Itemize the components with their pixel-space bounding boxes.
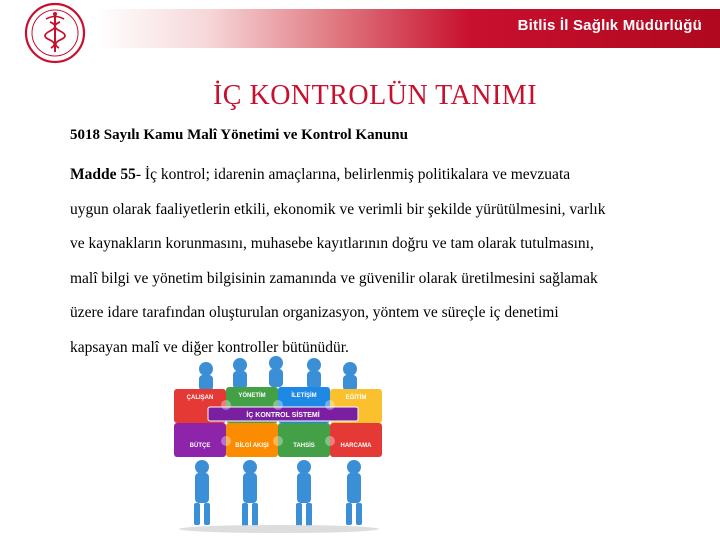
page-title: İÇ KONTROLÜN TANIMI bbox=[212, 80, 538, 111]
article-line-4: malî bilgi ve yönetim bilgisinin zamanında ve güvenilir olarak üretilmesini sağlamak bbox=[70, 269, 598, 287]
svg-text:İLETİŞİM: İLETİŞİM bbox=[291, 393, 317, 399]
svg-text:YÖNETİM: YÖNETİM bbox=[238, 393, 266, 399]
header-title: Bitlis İl Sağlık Müdürlüğü bbox=[517, 17, 702, 34]
article-line-3: ve kaynakların korunmasını, muhasebe kayıtlarının doğru ve tam olarak tutulmasını, bbox=[70, 235, 594, 252]
article-text bbox=[70, 158, 692, 365]
internal-control-puzzle-illustration bbox=[168, 355, 390, 533]
article-label: Madde 55 bbox=[70, 166, 136, 183]
svg-text:BİLGİ AKIŞI: BİLGİ AKIŞI bbox=[235, 443, 269, 449]
svg-text:EĞİTİM: EĞİTİM bbox=[345, 395, 367, 401]
svg-text:İÇ KONTROL SİSTEMİ: İÇ KONTROL SİSTEMİ bbox=[246, 412, 320, 419]
svg-text:HARCAMA: HARCAMA bbox=[340, 443, 372, 449]
ministry-of-health-caduceus-icon bbox=[24, 2, 86, 64]
article-line-2: uygun olarak faaliyetlerin etkili, ekonomik ve verimli bir şekilde yürütülmesini, varlık bbox=[70, 200, 606, 218]
svg-text:ÇALIŞAN: ÇALIŞAN bbox=[186, 395, 214, 401]
svg-text:TAHSİS: TAHSİS bbox=[293, 443, 315, 449]
law-title: 5018 Sayılı Kamu Malî Yönetimi ve Kontrol Kanunu bbox=[70, 127, 408, 143]
article-line-1: Madde 55- İç kontrol; idarenin amaçlarına, belirlenmiş politikalara ve mevzuata bbox=[70, 166, 571, 183]
article-line-6: kapsayan malî ve diğer kontroller bütünüdür. bbox=[70, 338, 349, 356]
svg-text:BÜTÇE: BÜTÇE bbox=[189, 443, 211, 449]
article-line-5: üzere idare tarafından oluşturulan organizasyon, yöntem ve süreçle iç denetimi bbox=[70, 304, 559, 321]
